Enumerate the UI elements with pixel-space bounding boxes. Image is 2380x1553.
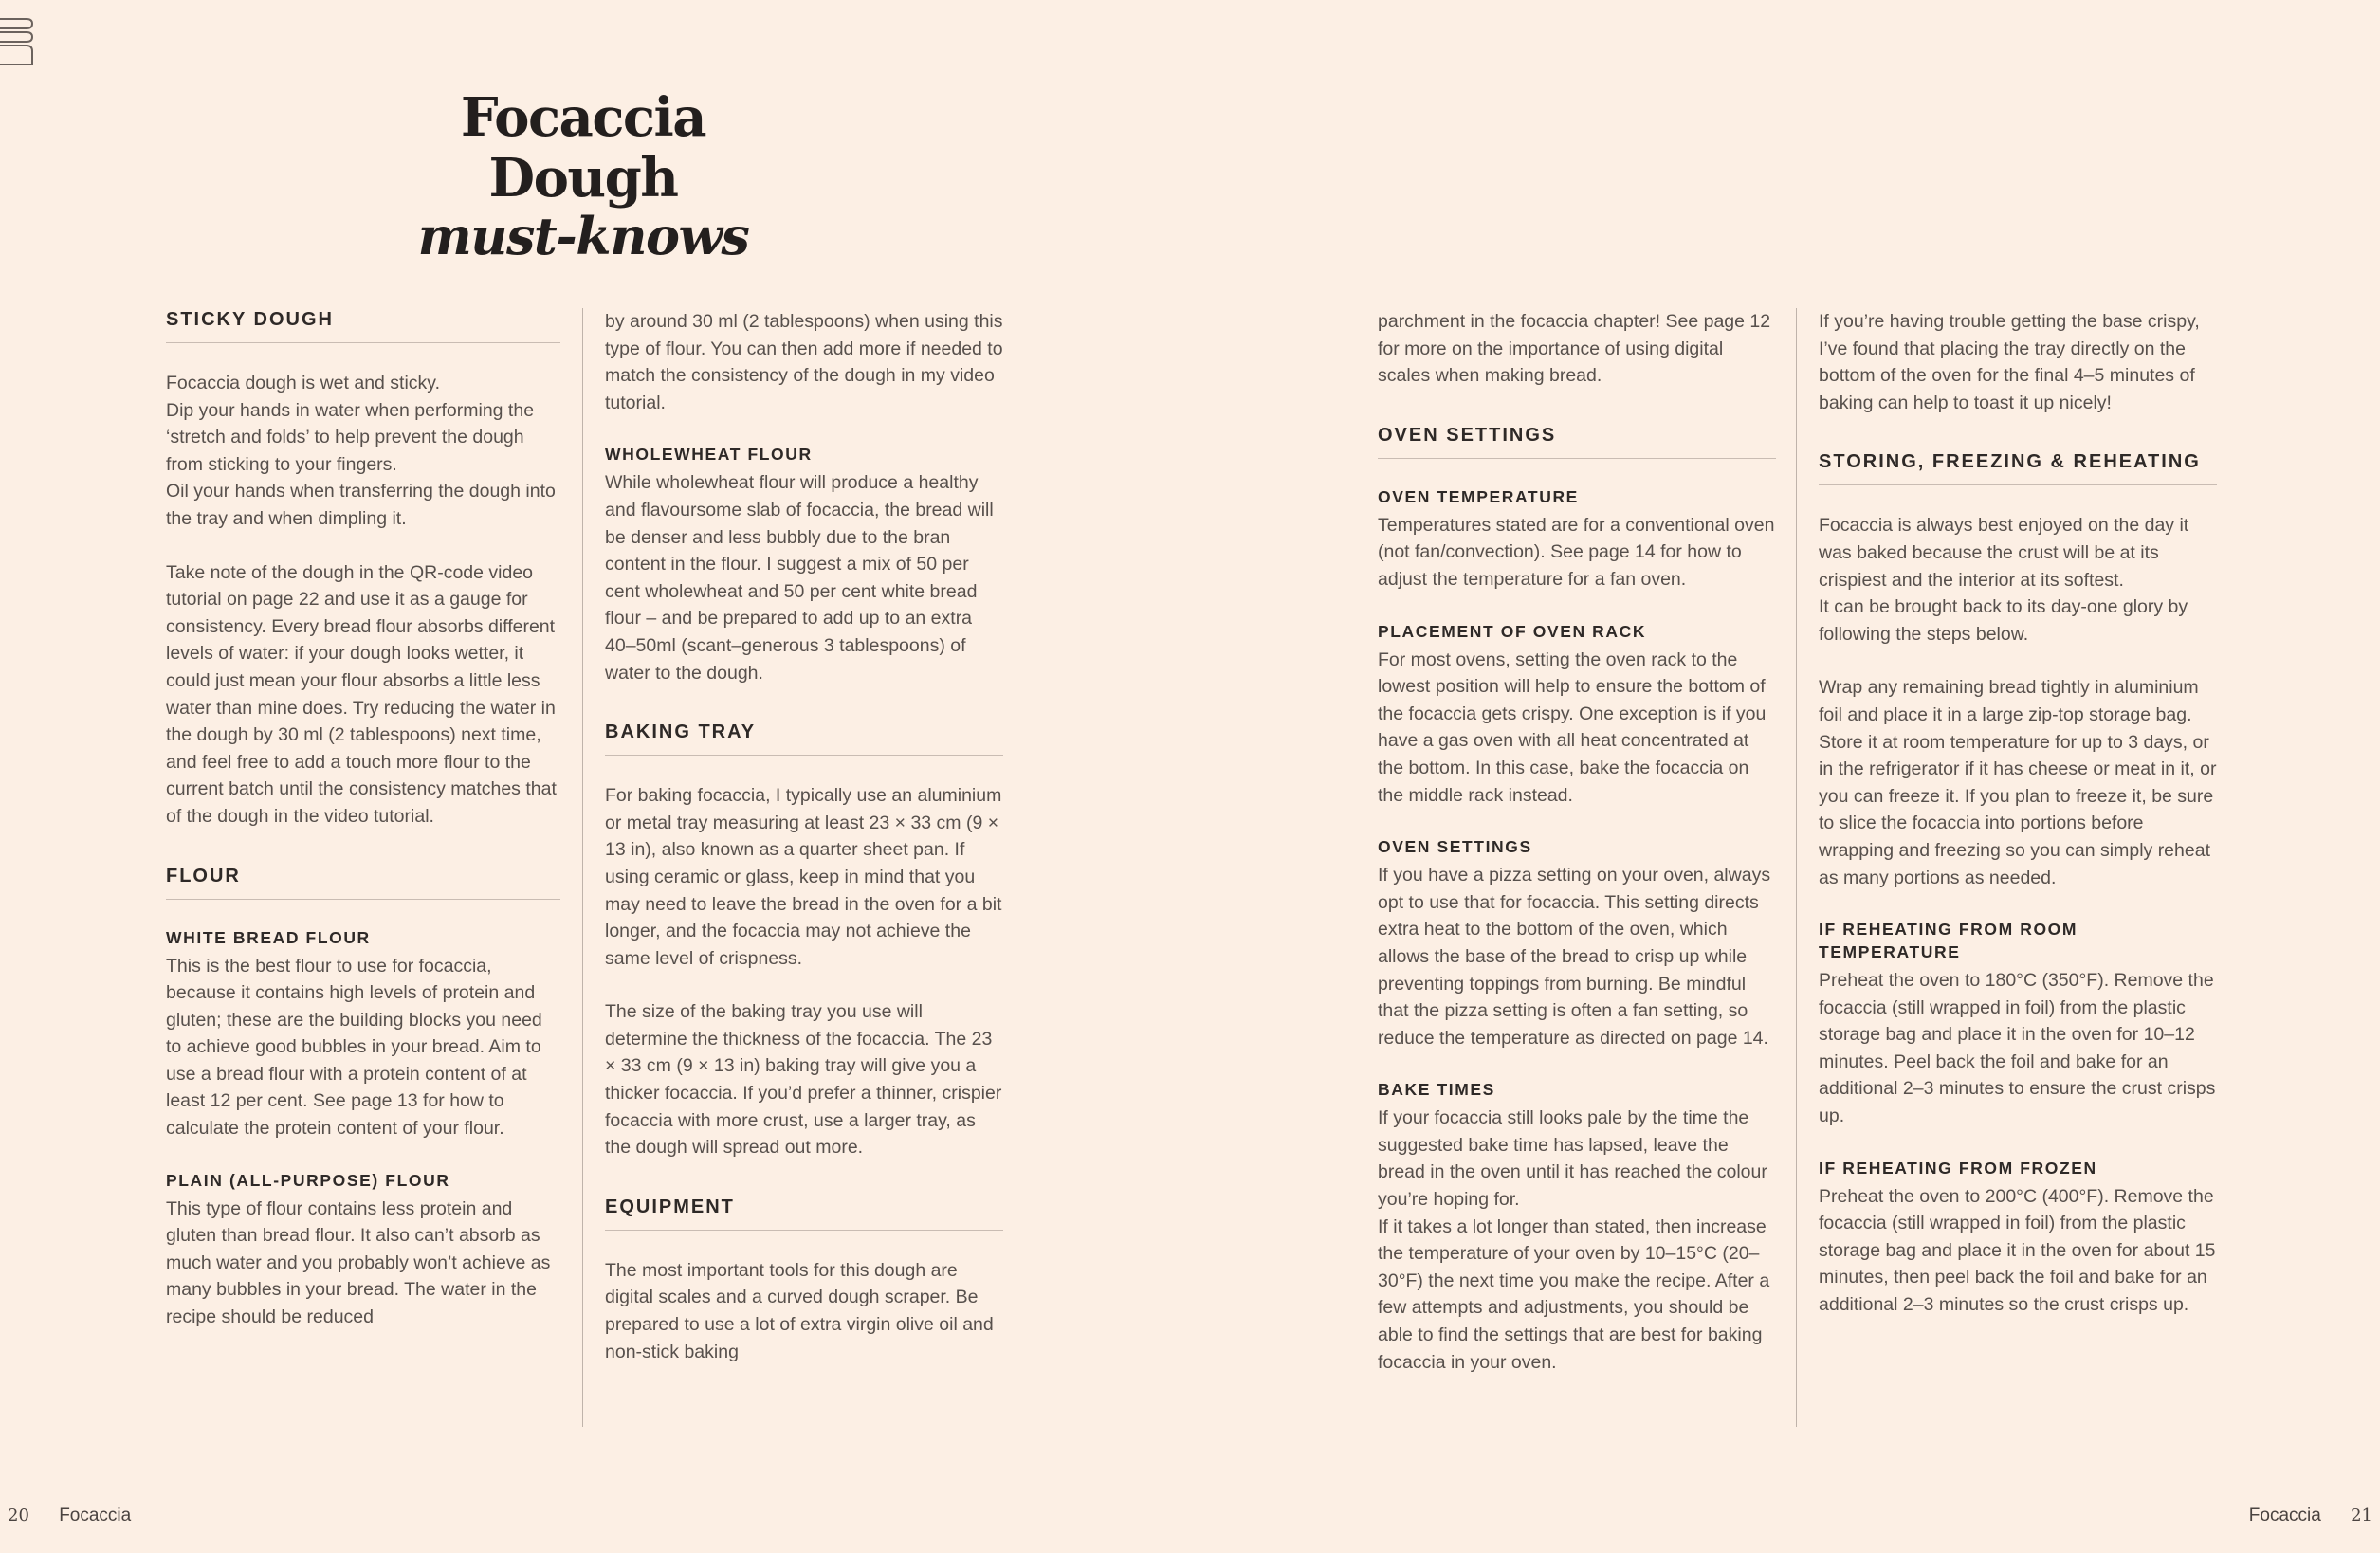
column-divider xyxy=(1796,308,1797,1427)
section-heading-baking-tray: BAKING TRAY xyxy=(605,721,1003,756)
subheading-oven-settings: OVEN SETTINGS xyxy=(1378,837,1532,857)
paragraph: Wrap any remaining bread tightly in aluminium foil and place it in a large zip-top storage bag. Store it at room temperature for up to 3 days, or in the refrigerator if it has cheese or meat in it, or you can freeze it. If you plan to freeze it, be sure to slice the focaccia into portions before wrapping and freezing so you can simply reheat as many portions as needed. xyxy=(1819,677,2217,888)
subheading-oven-rack: PLACEMENT OF OVEN RACK xyxy=(1378,621,1647,641)
column-1 xyxy=(166,308,560,1331)
paragraph: Focaccia is always best enjoyed on the day it was baked because the crust will be at its crispiest and the interior at its softest. xyxy=(1819,515,2189,591)
paragraph: For most ovens, setting the oven rack to the lowest position will help to ensure the bottom of the focaccia gets crispy. One exception is if you have a gas oven with all heat concentrated at the bottom. In this case, bake the focaccia on the middle rack instead. xyxy=(1378,649,1767,806)
paragraph: If you’re having trouble getting the base crispy, I’ve found that placing the tray directly on the bottom of the oven for the final 4–5 minutes of baking can help to toast it up nicely! xyxy=(1819,311,2200,413)
section-heading-flour: FLOUR xyxy=(166,865,560,900)
section-heading-storing: STORING, FREEZING & REHEATING xyxy=(1819,450,2217,485)
subheading-oven-temperature: OVEN TEMPERATURE xyxy=(1378,486,1579,506)
paragraph: Oil your hands when transferring the dough into the tray and when dimpling it. xyxy=(166,481,556,529)
page-number: 20 xyxy=(8,1506,29,1526)
paragraph: This is the best flour to use for focaccia, because it contains high levels of protein and gluten; these are the building blocks you need to achieve good bubbles in your bread. Aim to use a bread flour with a protein content of at least 12 per cent. See page 13 for how to calculate the protein content of your flour. xyxy=(166,955,542,1140)
subheading-reheat-frozen: IF REHEATING FROM FROZEN xyxy=(1819,1158,2097,1178)
paragraph: parchment in the focaccia chapter! See page 12 for more on the importance of using digital scales when making bread. xyxy=(1378,311,1771,387)
paragraph: The most important tools for this dough are digital scales and a curved dough scraper. Be prepared to use a lot of extra virgin olive oil and non-stick baking xyxy=(605,1259,994,1362)
title-line-1: Focaccia Dough xyxy=(460,86,706,210)
paragraph: Dip your hands in water when performing the ‘stretch and folds’ to help prevent the dough from sticking to your fingers. xyxy=(166,399,535,475)
paragraph: Take note of the dough in the QR-code video tutorial on page 22 and use it as a gauge for consistency. Every bread flour absorbs different levels of water: if your dough looks wetter, it could just mean your flour absorbs a little less water than mine does. Try reducing the water in the dough by 30 ml (2 tablespoons) next time, and feel free to add a touch more flour to the current batch until the consistency matches that of the dough in the video tutorial. xyxy=(166,561,557,827)
page-title xyxy=(360,87,806,264)
column-3 xyxy=(1378,308,1776,1376)
subheading-wholewheat-flour: WHOLEWHEAT FLOUR xyxy=(605,445,813,465)
subheading-reheat-room-temp: IF REHEATING FROM ROOM TEMPERATURE xyxy=(1819,920,2078,962)
paragraph: Preheat the oven to 180°C (350°F). Remove the focaccia (still wrapped in foil) from the plastic storage bag and place it in the oven for 10–12 minutes. Peel back the foil and bake for an additional 2–3 minutes to ensure the crust crisps up. xyxy=(1819,970,2216,1127)
paragraph: If it takes a lot longer than stated, then increase the temperature of your oven by 10–15°C (20–30°F) the next time you make the recipe. After a few attempts and adjustments, you should be able to find the settings that are best for baking focaccia in your oven. xyxy=(1378,1215,1770,1373)
subheading-plain-flour: PLAIN (ALL-PURPOSE) FLOUR xyxy=(166,1170,450,1190)
running-footer-label: Focaccia xyxy=(2248,1506,2321,1526)
paragraph: Preheat the oven to 200°C (400°F). Remove the focaccia (still wrapped in foil) from the plastic storage bag and place it in the oven for about 15 minutes, then peel back the foil and bake for an additional 2–3 minutes so the crust crisps up. xyxy=(1819,1185,2216,1316)
paragraph: For baking focaccia, I typically use an aluminium or metal tray measuring at least 23 × 33 cm (9 × 13 in), also known as a quarter sheet pan. If using ceramic or glass, keep in mind that you may need to leave the bread in the oven for a bit longer, and the focaccia may not achieve the same level of crispness. xyxy=(605,785,1002,969)
section-heading-sticky-dough: STICKY DOUGH xyxy=(166,308,560,343)
paragraph: The size of the baking tray you use will determine the thickness of the focaccia. The 23 × 33 cm (9 × 13 in) baking tray will give you a thicker focaccia. If you’d prefer a thinner, crispier focaccia with more crust, use a larger tray, as the dough will spread out more. xyxy=(605,1001,1002,1159)
paragraph: Focaccia dough is wet and sticky. xyxy=(166,373,441,393)
paragraph: If you have a pizza setting on your oven, always opt to use that for focaccia. This setting directs extra heat to the bottom of the oven, which allows the base of the bread to crisp up while preventing toppings from burning. Be mindful that the pizza setting is often a fan setting, so reduce the temperature as directed on page 14. xyxy=(1378,865,1771,1049)
left-page-footer xyxy=(8,1506,131,1526)
column-4 xyxy=(1819,308,2217,1319)
paragraph: While wholewheat flour will produce a healthy and flavoursome slab of focaccia, the bread will be denser and less bubbly due to the bran content in the flour. I suggest a mix of 50 per cent wholewheat and 50 per cent white bread flour – and be prepared to add up to an extra 40–50ml (scant–generous 3 tablespoons) of water to the dough. xyxy=(605,472,994,684)
column-divider xyxy=(582,308,583,1427)
paragraph: Temperatures stated are for a conventional oven (not fan/convection). See page 14 for how to adjust the temperature for a fan oven. xyxy=(1378,514,1775,590)
right-page-footer xyxy=(2249,1506,2372,1526)
paragraph: This type of flour contains less protein and gluten than bread flour. It also can’t absorb as much water and you probably won’t achieve as many bubbles in your bread. The water in the recipe should be reduced xyxy=(166,1197,551,1328)
section-heading-equipment: EQUIPMENT xyxy=(605,1196,1003,1231)
title-line-2: must-knows xyxy=(417,206,749,266)
column-2 xyxy=(605,308,1003,1365)
page-number: 21 xyxy=(2351,1506,2372,1526)
paragraph: It can be brought back to its day-one glory by following the steps below. xyxy=(1819,596,2188,645)
subheading-white-bread-flour: WHITE BREAD FLOUR xyxy=(166,927,371,947)
running-footer-label: Focaccia xyxy=(59,1506,132,1526)
stacked-pages-icon xyxy=(0,13,34,66)
paragraph: by around 30 ml (2 tablespoons) when using this type of flour. You can then add more if needed to match the consistency of the dough in my video tutorial. xyxy=(605,311,1003,413)
subheading-bake-times: BAKE TIMES xyxy=(1378,1080,1495,1100)
section-heading-oven-settings: OVEN SETTINGS xyxy=(1378,424,1776,459)
paragraph: If your focaccia still looks pale by the time the suggested bake time has lapsed, leave the bread in the oven until it has reached the colour you’re hoping for. xyxy=(1378,1107,1767,1211)
